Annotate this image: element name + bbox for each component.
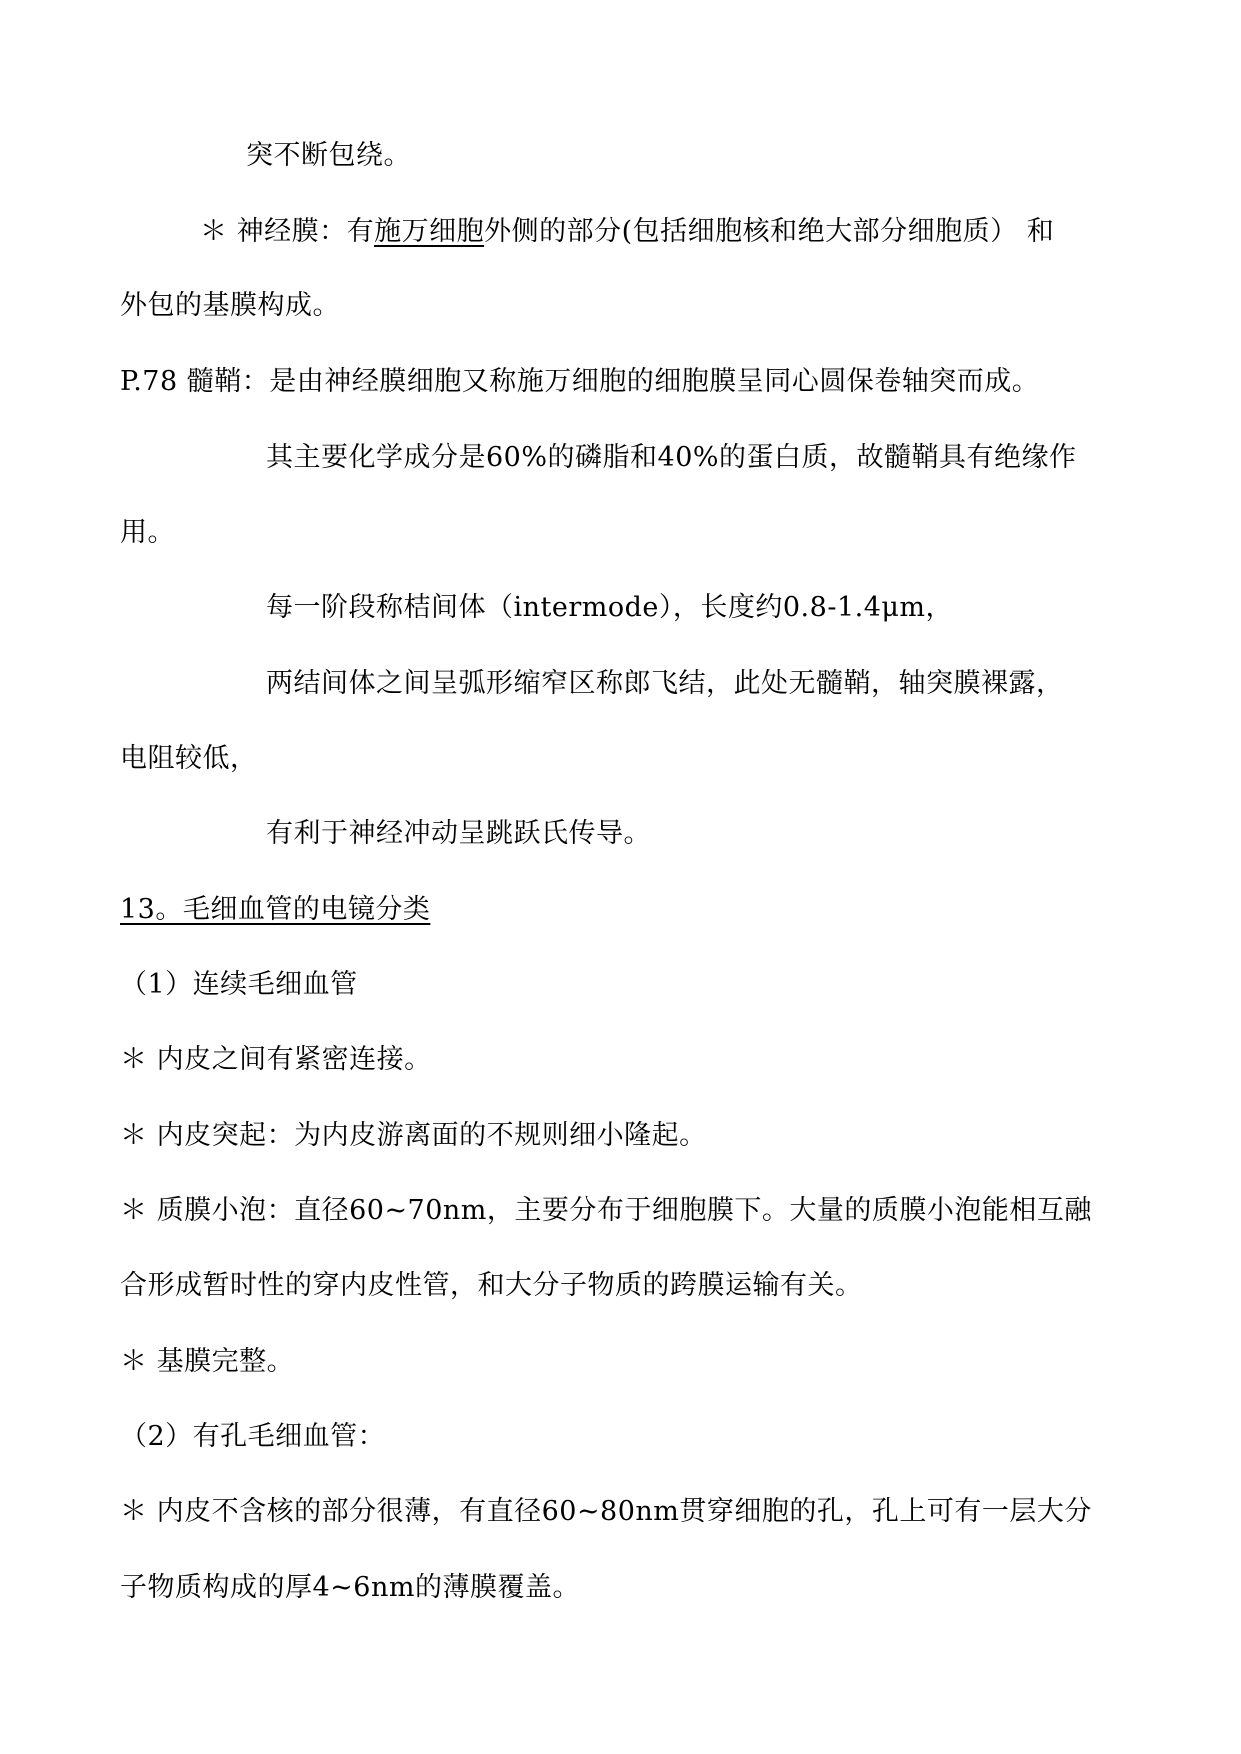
text-segment: ＊ 神经膜：有 xyxy=(200,216,375,247)
text-line: 有利于神经冲动呈跳跃氏传导。 xyxy=(266,818,651,849)
text-line: 用。 xyxy=(120,517,175,548)
text-line: 两结间体之间呈弧形缩窄区称郎飞结，此处无髓鞘，轴突膜裸露， xyxy=(266,668,1064,699)
text-line: 合形成暂时性的穿内皮性管，和大分子物质的跨膜运输有关。 xyxy=(120,1270,863,1301)
text-segment: 外侧的部分(包括细胞核和绝大部分细胞质） 和 xyxy=(484,216,1055,247)
text-line: 每一阶段称桔间体（intermode），长度约0.8-1.4μm， xyxy=(266,592,954,623)
text-line: 其主要化学成分是60%的磷脂和40%的蛋白质，故髓鞘具有绝缘作 xyxy=(266,442,1077,473)
text-line: 子物质构成的厚4~6nm的薄膜覆盖。 xyxy=(120,1572,580,1603)
subsection-heading: （2）有孔毛细血管： xyxy=(120,1421,386,1452)
text-line: 电阻较低， xyxy=(120,743,258,774)
myelin-sheath-definition: P.78 髓鞘：是由神经膜细胞又称施万细胞的细胞膜呈同心圆保卷轴突而成。 xyxy=(120,366,1040,397)
subsection-heading: （1）连续毛细血管 xyxy=(120,969,358,1000)
section-heading: 13。毛细血管的电镜分类 xyxy=(120,894,431,925)
underlined-term: 施万细胞 xyxy=(374,216,485,247)
bullet-item: ＊ 内皮突起：为内皮游离面的不规则细小隆起。 xyxy=(120,1120,707,1151)
bullet-item: ＊ 质膜小泡：直径60~70nm，主要分布于细胞膜下。大量的质膜小泡能相互融 xyxy=(120,1195,1092,1226)
bullet-item: ＊ 基膜完整。 xyxy=(120,1346,295,1377)
bullet-item: ＊ 内皮不含核的部分很薄，有直径60~80nm贯穿细胞的孔，孔上可有一层大分 xyxy=(120,1496,1092,1527)
text-line: 突不断包绕。 xyxy=(246,140,411,171)
neurilemma-definition-line xyxy=(200,214,1054,250)
text-line: 外包的基膜构成。 xyxy=(120,290,340,321)
bullet-item: ＊ 内皮之间有紧密连接。 xyxy=(120,1044,432,1075)
